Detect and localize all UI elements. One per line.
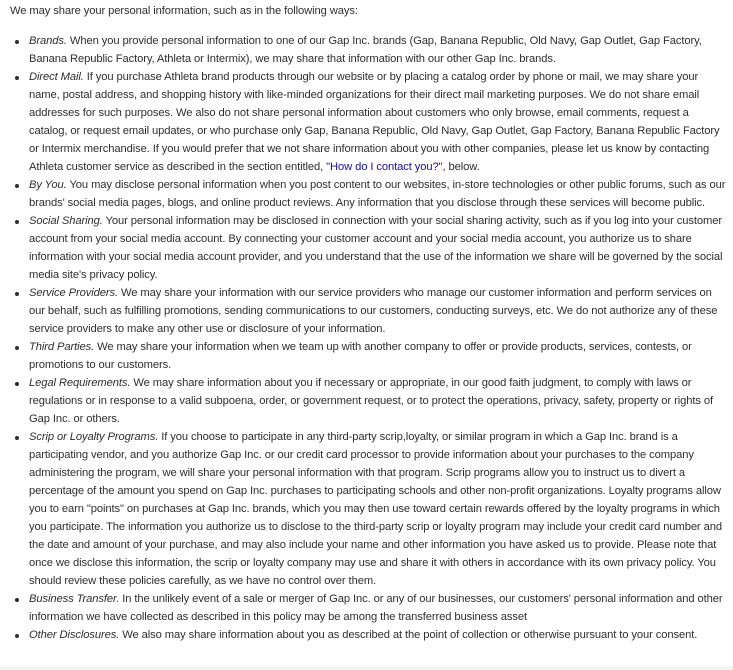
list-item-social-sharing [29,212,726,284]
item-text: When you provide personal information to one of our Gap Inc. brands (Gap, Banana Republic, Old Navy, Gap Outlet, Gap Factory, Banana Republic Factory, Athleta or Intermix), we may share that information with our other Gap Inc. brands. [29,35,702,65]
item-text: Your personal information may be disclosed in connection with your social sharing activity, such as if you log into your customer account from your social media account. By connecting your customer account and your social media account, you authorize us to share information with your social media account provider, and you understand that the use of the information we share will be governed by the social media site's privacy policy. [29,215,723,281]
term-direct-mail: Direct Mail. [29,71,84,83]
item-text: We also may share information about you as described at the point of collection or otherwise pursuant to your consent. [119,629,698,641]
item-text-after: , below. [442,161,480,173]
item-text: If you purchase Athleta brand products through our website or by placing a catalog order by phone or mail, we may share your name, postal address, and shopping history with like-minded organizations for their direct mail marketing purposes. We do not share email addresses for such purposes. We also do not share personal information about customers who only browse, email comments, request a catalog, or request email updates, or who purchase only Gap, Banana Republic, Old Navy, Gap Outlet, Gap Factory, Banana Republic Factory or Intermix merchandise. If you would prefer that we not share information about you with other companies, please let us know by contacting Athleta customer service as described in the section entitled, [29,71,720,173]
intro-paragraph: We may share your personal information, such as in the following ways: [10,5,358,17]
list-item-direct-mail [29,68,726,176]
list-item-scrip-loyalty [29,428,726,590]
scrollbar-track[interactable] [0,666,733,670]
term-by-you: By You. [29,179,67,191]
list-item-by-you [29,176,726,212]
item-text: We may share your information with our service providers who manage our customer information and perform services on our behalf, such as fulfilling promotions, sending communications to our customers, conducting surveys, etc. We do not authorize any of these service providers to make any other use or disclosure of your information. [29,287,718,335]
sharing-list [10,32,726,644]
list-item-business-transfer [29,590,726,626]
list-item-service-providers [29,284,726,338]
item-text: In the unlikely event of a sale or merger of Gap Inc. or any of our businesses, our customers' personal information and other information we have collected as described in this policy may be among the transferred business asset [29,593,723,623]
list-item-brands [29,32,726,68]
term-legal-requirements: Legal Requirements. [29,377,131,389]
term-scrip-loyalty: Scrip or Loyalty Programs. [29,431,159,443]
privacy-sharing-section [10,2,726,644]
term-brands: Brands. [29,35,67,47]
item-text: If you choose to participate in any third-party scrip,loyalty, or similar program in which a Gap Inc. brand is a participating vendor, and you authorize Gap Inc. or our credit card processor to provide information about your purchases to the company administering the program, we will share your personal information with that program. Scrip programs allow you to instruct us to divert a percentage of the amount you spend on Gap Inc. purchases to participating schools and other non-profit organizations. Loyalty programs allow you to earn "points" on purchases at Gap Inc. brands, which you may then use toward certain rewards offered by the loyalty programs in which you participate. The information you authorize us to disclose to the third-party scrip or loyalty program may include your credit card number and the date and amount of your purchase, and may also include your name and other information you have asked us to provide. Please note that once we disclose this information, the scrip or loyalty company may use and share it with others in accordance with its own privacy policy. You should review these policies carefully, as we have no control over them. [29,431,722,587]
item-text: We may share your information when we team up with another company to offer or provide products, services, contests, or promotions to our customers. [29,341,692,371]
term-business-transfer: Business Transfer. [29,593,120,605]
list-item-legal-requirements [29,374,726,428]
item-text: We may share information about you if necessary or appropriate, in our good faith judgment, to comply with laws or regulations or in response to a valid subpoena, order, or government request, or to protect the operations, privacy, safety, property or rights of Gap Inc. or others. [29,377,713,425]
term-third-parties: Third Parties. [29,341,95,353]
list-item-third-parties [29,338,726,374]
list-item-other-disclosures [29,626,726,644]
term-social-sharing: Social Sharing. [29,215,103,227]
term-service-providers: Service Providers. [29,287,118,299]
item-text: You may disclose personal information when you post content to our websites, in-store technologies or other public forums, such as our brands' social media pages, blogs, and online product reviews. Any information that you disclose through these services will become public. [29,179,726,209]
contact-link[interactable]: "How do I contact you?" [326,161,443,173]
term-other-disclosures: Other Disclosures. [29,629,120,641]
